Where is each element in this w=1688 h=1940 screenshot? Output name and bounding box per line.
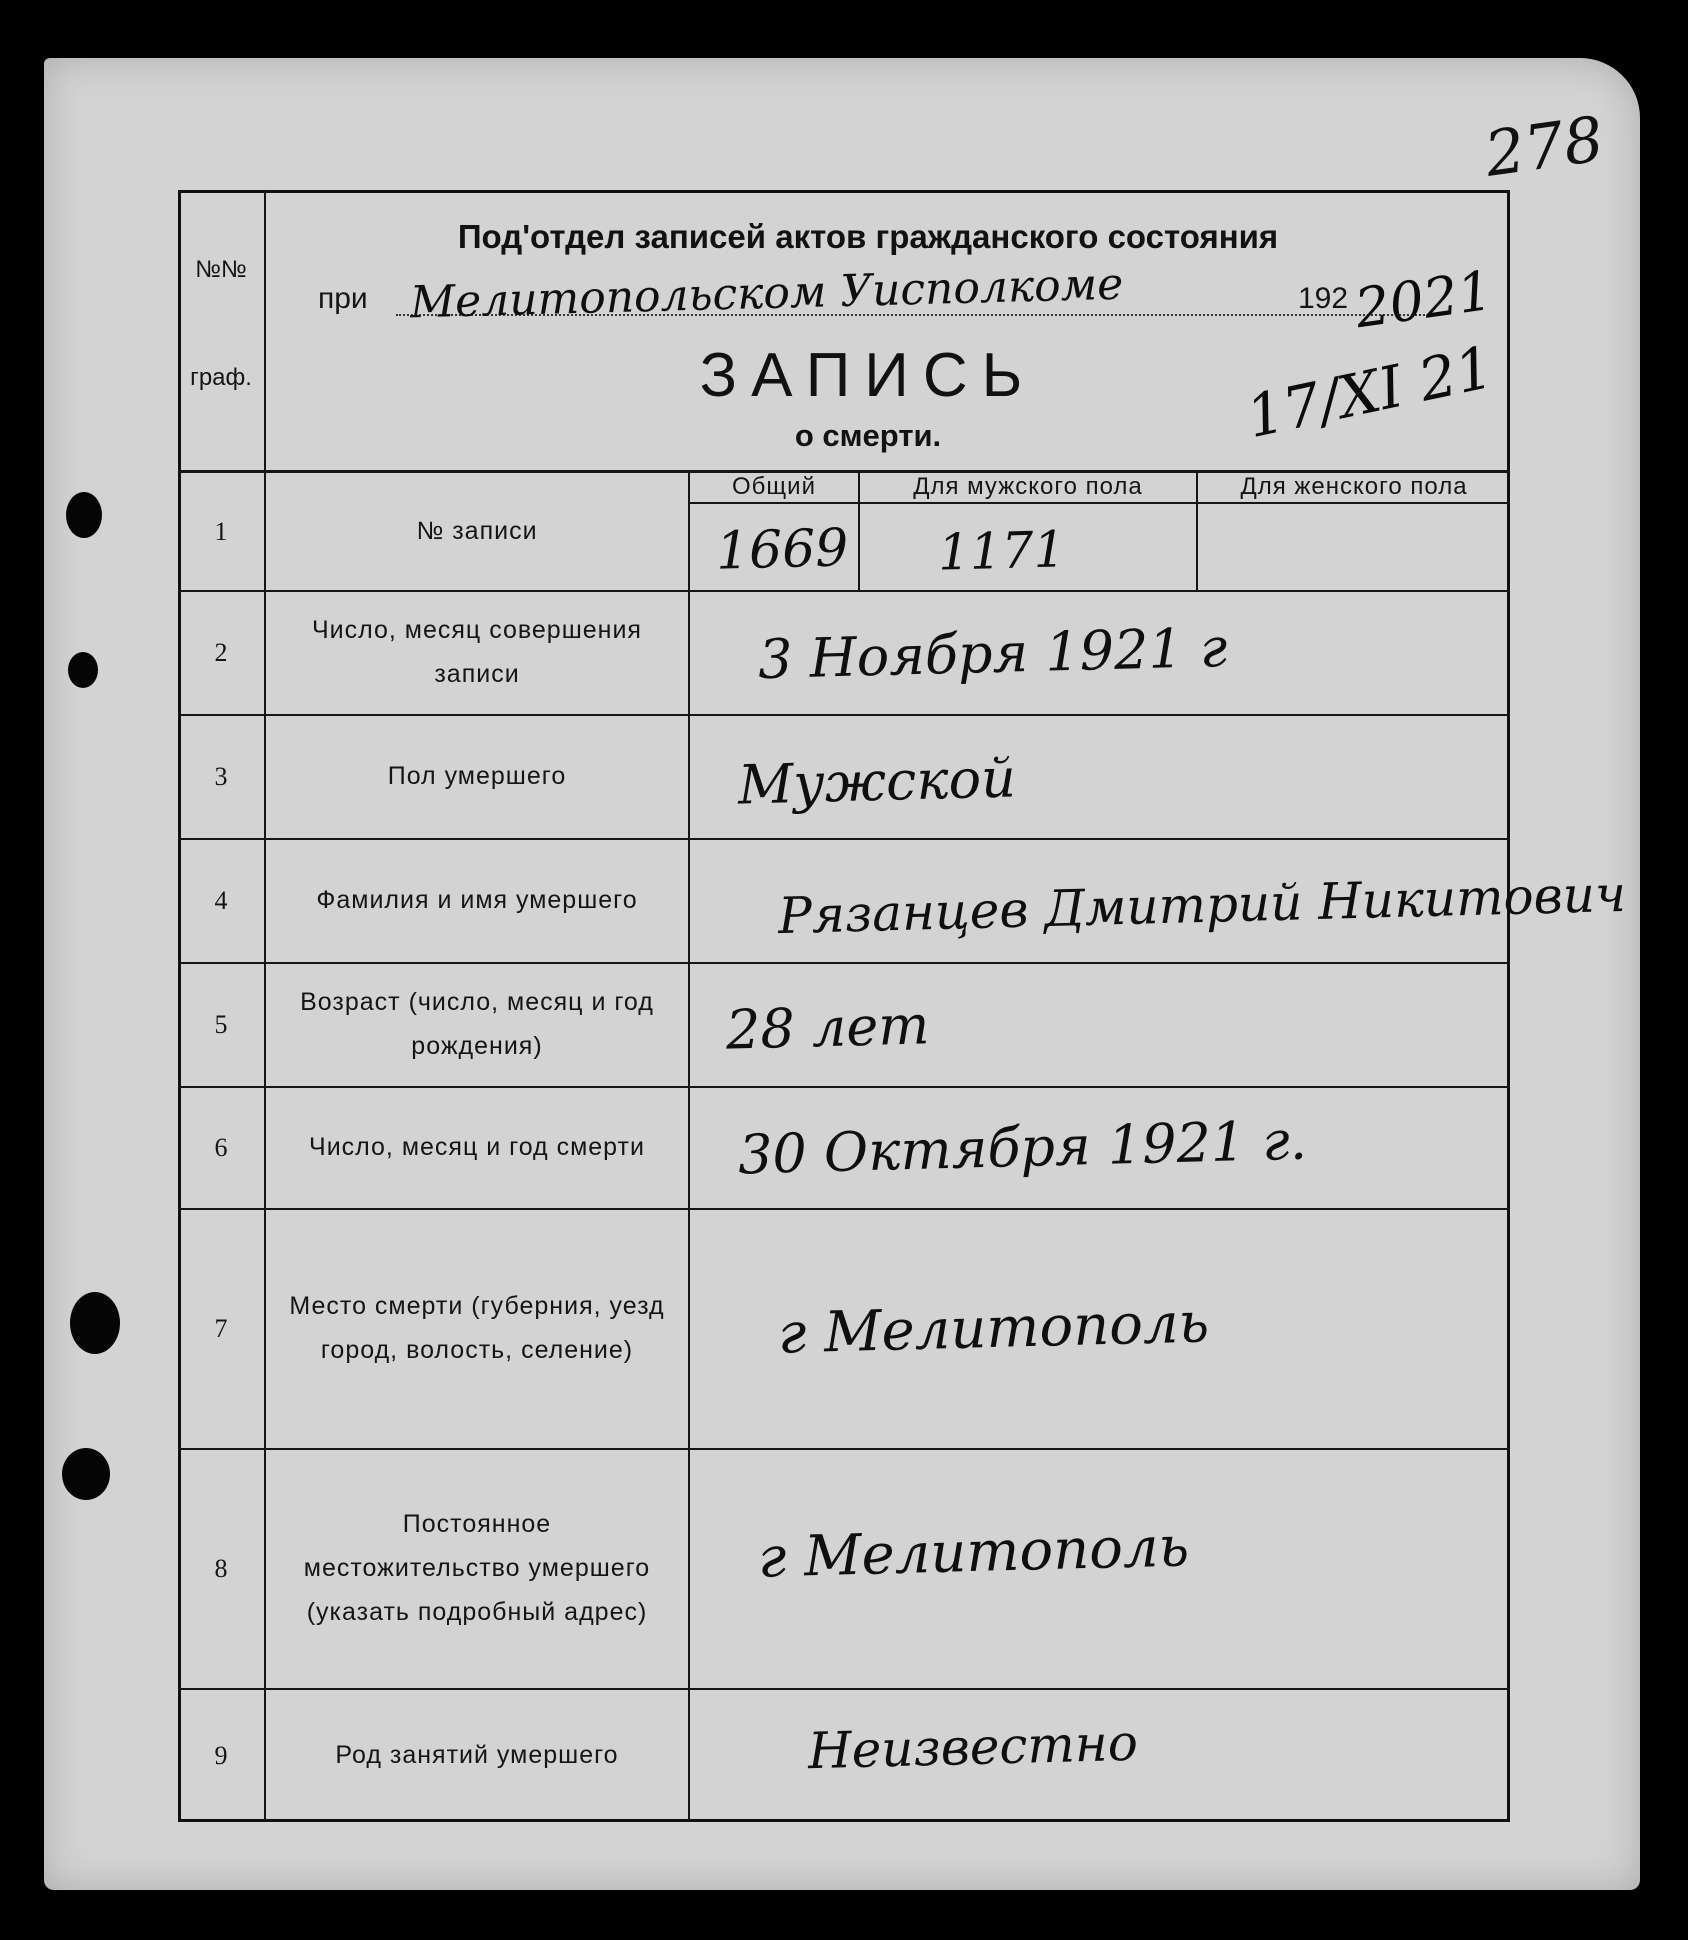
value-residence: г Мелитополь (757, 1514, 1190, 1591)
col-label-graf: граф. (190, 364, 252, 391)
row-label: Род занятий умершего (335, 1741, 619, 1770)
value-record-date: 3 Ноября 1921 г (757, 615, 1228, 692)
row-number: 8 (214, 1554, 228, 1583)
header-office: Мелитопольском Уисполкоме (409, 258, 1124, 329)
stamp-year: 2021 (1351, 258, 1497, 341)
row-label: Пол умершего (387, 762, 567, 791)
value-age: 28 лет (725, 993, 931, 1062)
punch-hole (66, 492, 102, 538)
col-general: Общий (732, 473, 816, 500)
value-record-general: 1669 (715, 518, 850, 582)
row-number: 9 (214, 1741, 228, 1770)
row-number: 6 (214, 1133, 228, 1162)
col-label-nn: №№ (195, 256, 247, 283)
row-label: Фамилия и имя умершего (316, 886, 638, 915)
row-number: 7 (214, 1314, 228, 1343)
value-occupation: Неизвестно (807, 1713, 1139, 1781)
value-death-place: г Мелитополь (777, 1290, 1210, 1367)
row-label: Число, месяц совершения записи (312, 616, 642, 688)
row-number: 5 (214, 1010, 228, 1039)
value-record-male: 1171 (937, 520, 1066, 582)
rule-h (688, 502, 1510, 504)
row-label: Число, месяц и год смерти (309, 1133, 645, 1162)
row-number: 2 (214, 638, 228, 667)
stamp-date: 17/XI 21 (1240, 332, 1500, 452)
value-sex: Мужской (737, 746, 1017, 817)
value-name: Рязанцев Дмитрий Никитович (777, 864, 1627, 946)
punch-hole (62, 1448, 110, 1500)
col-female: Для женского пола (1240, 473, 1468, 500)
rule-v (688, 470, 690, 1822)
header-pri: при (318, 282, 368, 315)
col-male: Для мужского пола (913, 473, 1143, 500)
punch-hole (70, 1292, 120, 1354)
page-number: 278 (1480, 102, 1608, 191)
row-label: Постоянное местожительство умершего (указать подробный адрес) (303, 1510, 651, 1626)
header-year: 192 (1298, 282, 1349, 315)
punch-hole (68, 652, 98, 688)
row-label: Возраст (число, месяц и год рождения) (300, 988, 654, 1060)
row-label: Место смерти (губерния, уезд город, волость, селение) (289, 1292, 665, 1364)
value-death-date: 30 Октября 1921 г. (737, 1108, 1308, 1187)
header-title: Под'отдел записей актов гражданского состояния (457, 218, 1279, 255)
registration-stamp (1185, 258, 1510, 468)
row-number: 4 (214, 886, 228, 915)
row-label: № записи (416, 516, 538, 545)
header-record-title: ЗАПИСЬ (699, 341, 1037, 410)
row-number: 3 (214, 762, 228, 791)
header-record-type: о смерти. (794, 418, 942, 453)
row-number: 1 (214, 516, 228, 546)
